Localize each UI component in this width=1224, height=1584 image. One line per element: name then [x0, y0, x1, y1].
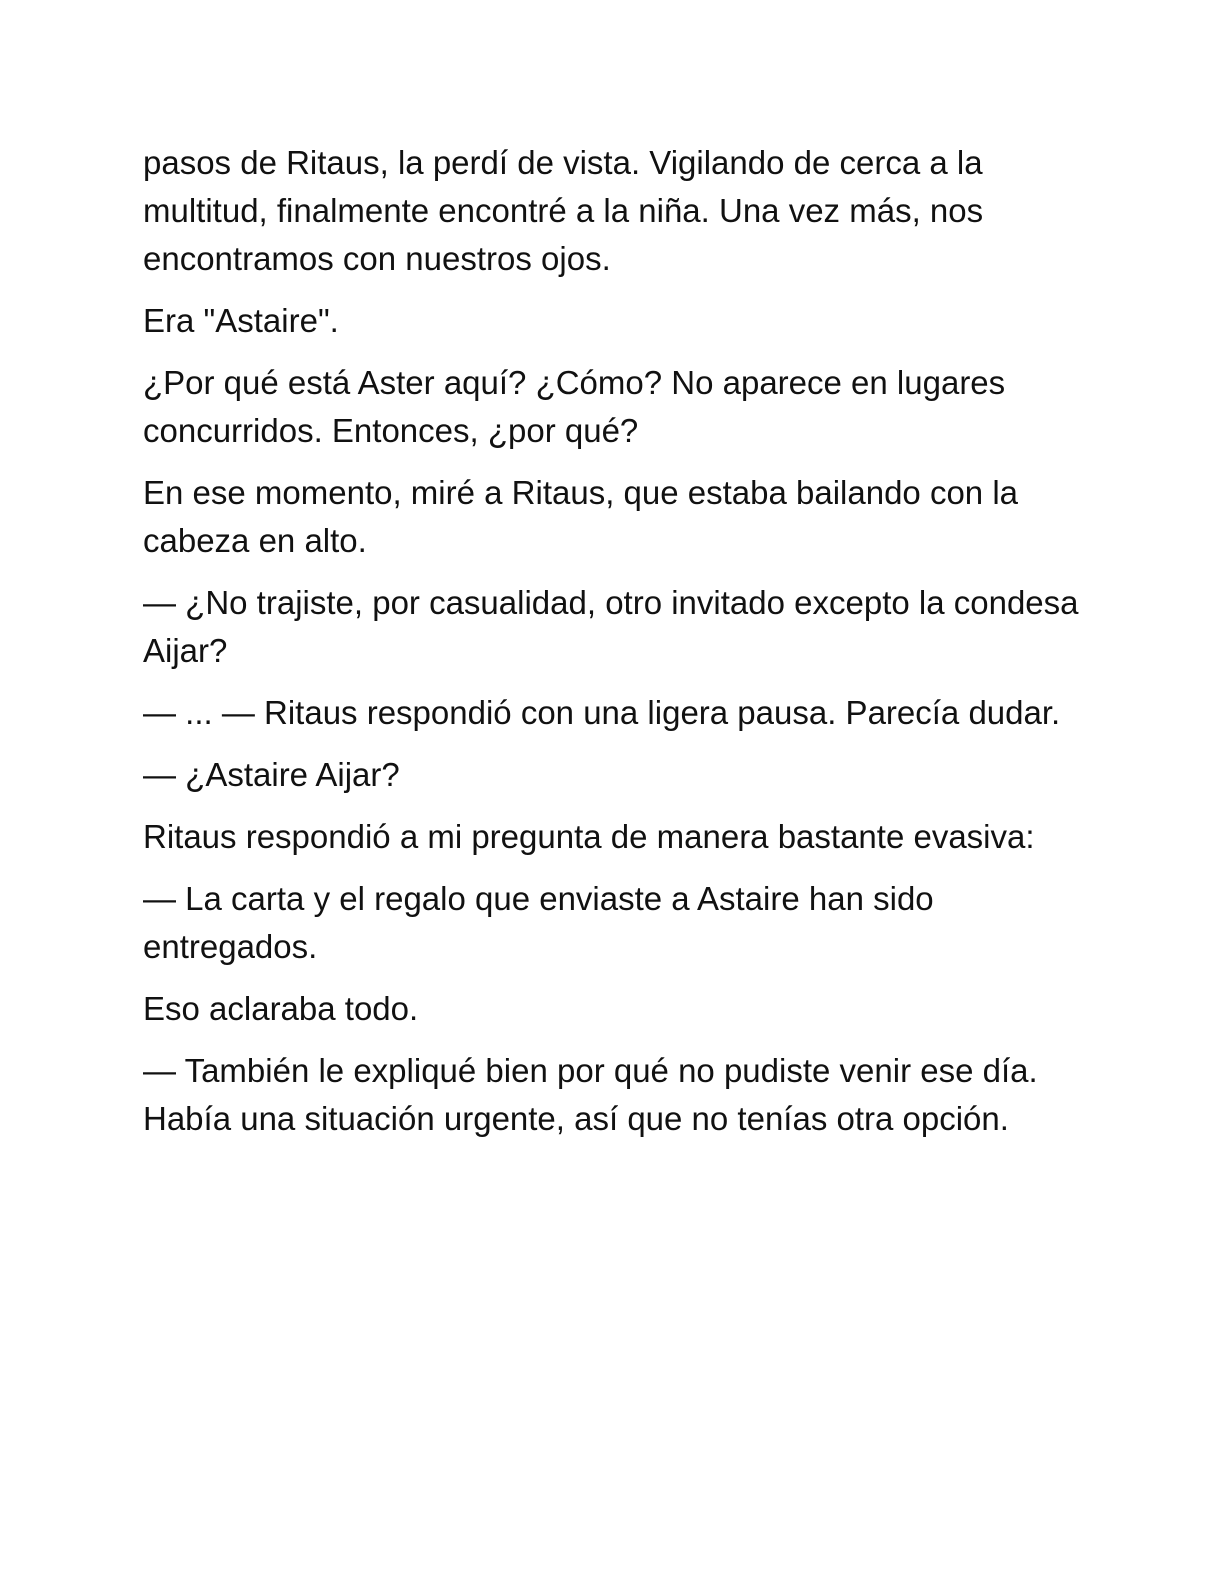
paragraph: pasos de Ritaus, la perdí de vista. Vigilando de cerca a la multitud, finalmente encontré a la niña. Una vez más, nos encontramos con nuestros ojos. — [143, 144, 984, 277]
paragraph: En ese momento, miré a Ritaus, que estaba bailando con la cabeza en alto. — [143, 474, 1019, 559]
paragraph: Eso aclaraba todo. — [143, 990, 419, 1027]
dialogue-line: — ... — Ritaus respondió con una ligera pausa. Parecía dudar. — [143, 694, 1061, 731]
body-text — [143, 139, 1083, 1157]
paragraph: ¿Por qué está Aster aquí? ¿Cómo? No aparece en lugares concurridos. Entonces, ¿por qué? — [143, 364, 1006, 449]
dialogue-line: — La carta y el regalo que enviaste a Astaire han sido entregados. — [143, 880, 934, 965]
dialogue-line: — También le expliqué bien por qué no pudiste venir ese día. Había una situación urgente, así que no tenías otra opción. — [143, 1052, 1038, 1137]
dialogue-line: — ¿No trajiste, por casualidad, otro invitado excepto la condesa Aijar? — [143, 584, 1079, 669]
paragraph: Era "Astaire". — [143, 302, 339, 339]
paragraph: Ritaus respondió a mi pregunta de manera bastante evasiva: — [143, 818, 1035, 855]
dialogue-line: — ¿Astaire Aijar? — [143, 756, 400, 793]
